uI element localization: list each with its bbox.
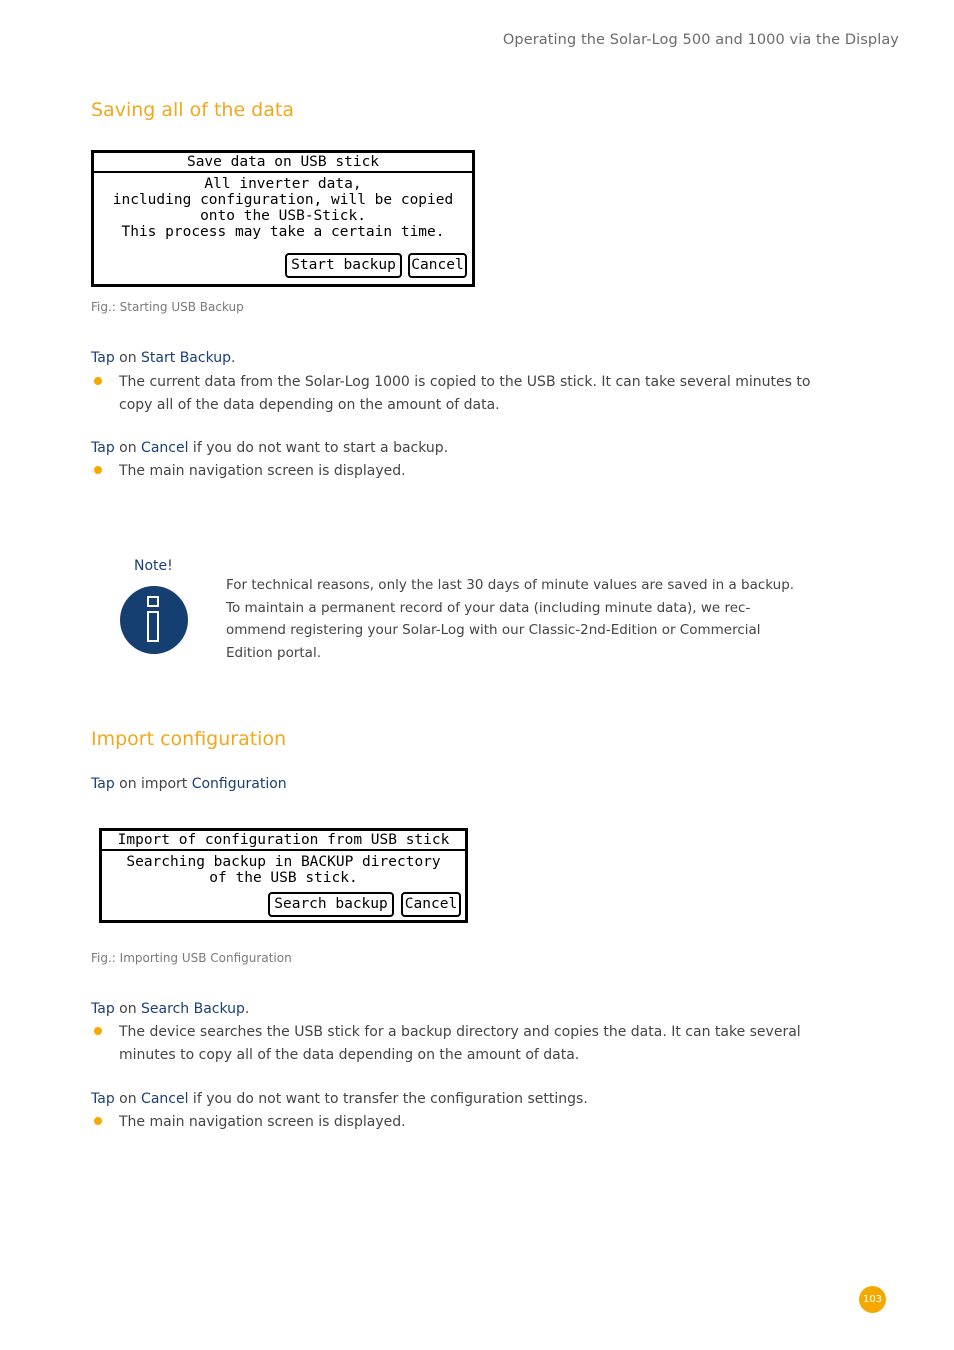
instruction-cancel [91, 440, 448, 456]
start-backup-link: Start Backup [141, 350, 232, 366]
instruction-text: if you do not want to start a backup. [188, 440, 449, 456]
lcd-screen-import-config [99, 828, 468, 923]
lcd-line: All inverter data, [204, 176, 362, 192]
lcd-line: Searching backup in BACKUP directory [126, 854, 441, 870]
tap-label: Tap [91, 350, 115, 366]
instruction-cancel-import [91, 1091, 588, 1107]
search-backup-button[interactable]: Search backup [268, 892, 394, 917]
result-bullet [91, 1111, 821, 1134]
note-line: Edition portal. [226, 644, 321, 661]
lcd-title: Save data on USB stick [94, 153, 472, 173]
info-icon [120, 586, 188, 654]
figure-caption: Fig.: Importing USB Configuration [91, 951, 292, 965]
instruction-text: on [114, 440, 142, 456]
instruction-text: . [231, 350, 236, 366]
bullet-icon [94, 1027, 102, 1035]
tap-label: Tap [91, 440, 115, 456]
lcd-message [94, 173, 472, 240]
instruction-search-backup [91, 1001, 249, 1017]
lcd-screen-save-usb [91, 150, 475, 287]
figure-caption: Fig.: Starting USB Backup [91, 300, 244, 314]
cancel-link: Cancel [141, 440, 189, 456]
result-text: The main navigation screen is displayed. [119, 463, 406, 479]
lcd-line: of the USB stick. [209, 870, 358, 886]
bullet-icon [94, 1117, 102, 1125]
result-bullet [91, 371, 821, 416]
result-bullet [91, 1021, 821, 1066]
lcd-line: onto the USB-Stick. [200, 208, 366, 224]
instruction-text: if you do not want to transfer the configuration settings. [188, 1091, 588, 1107]
note-line: For technical reasons, only the last 30 days of minute values are saved in a backup. [226, 577, 795, 593]
result-text: The current data from the Solar-Log 1000 is copied to the USB stick. It can take several minutes to copy all of the data depending on the amount of data. [119, 374, 811, 413]
lcd-line: including configuration, will be copied [112, 192, 454, 208]
cancel-link: Cancel [141, 1091, 189, 1107]
instruction-text: on [114, 1091, 142, 1107]
section-heading-import-config: Import configuration [91, 728, 287, 750]
start-backup-button[interactable]: Start backup [285, 253, 402, 278]
result-text: The device searches the USB stick for a backup directory and copies the data. It can take several minutes to copy all of the data depending on the amount of data. [119, 1024, 801, 1063]
lcd-line: This process may take a certain time. [121, 224, 445, 240]
result-text: The main navigation screen is displayed. [119, 1114, 406, 1130]
running-header: Operating the Solar-Log 500 and 1000 via the Display [502, 32, 899, 48]
tap-label: Tap [91, 1001, 115, 1017]
result-bullet [91, 460, 821, 483]
bullet-icon [94, 377, 102, 385]
tap-label: Tap [91, 1091, 115, 1107]
note-label: Note! [134, 558, 173, 574]
lcd-title: Import of configuration from USB stick [102, 831, 465, 851]
page-number-badge: 103 [859, 1286, 886, 1313]
section-heading-saving-data: Saving all of the data [91, 99, 294, 121]
cancel-button[interactable]: Cancel [408, 253, 467, 278]
search-backup-link: Search Backup [141, 1001, 245, 1017]
instruction-text: on [114, 1001, 142, 1017]
instruction-text: on import [114, 776, 192, 792]
instruction-text: . [244, 1001, 250, 1017]
note-text [226, 574, 826, 664]
instruction-text: on [114, 350, 142, 366]
instruction-import-config [91, 776, 287, 792]
bullet-icon [94, 466, 102, 474]
lcd-message [102, 851, 465, 886]
instruction-start-backup [91, 350, 235, 366]
note-line: To maintain a permanent record of your data (including minute data), we rec- [226, 599, 751, 616]
note-line: ommend registering your Solar-Log with our Classic-2nd-Edition or Commercial [226, 622, 761, 638]
tap-label: Tap [91, 776, 115, 792]
configuration-link: Configuration [191, 776, 287, 792]
cancel-button[interactable]: Cancel [401, 892, 461, 917]
